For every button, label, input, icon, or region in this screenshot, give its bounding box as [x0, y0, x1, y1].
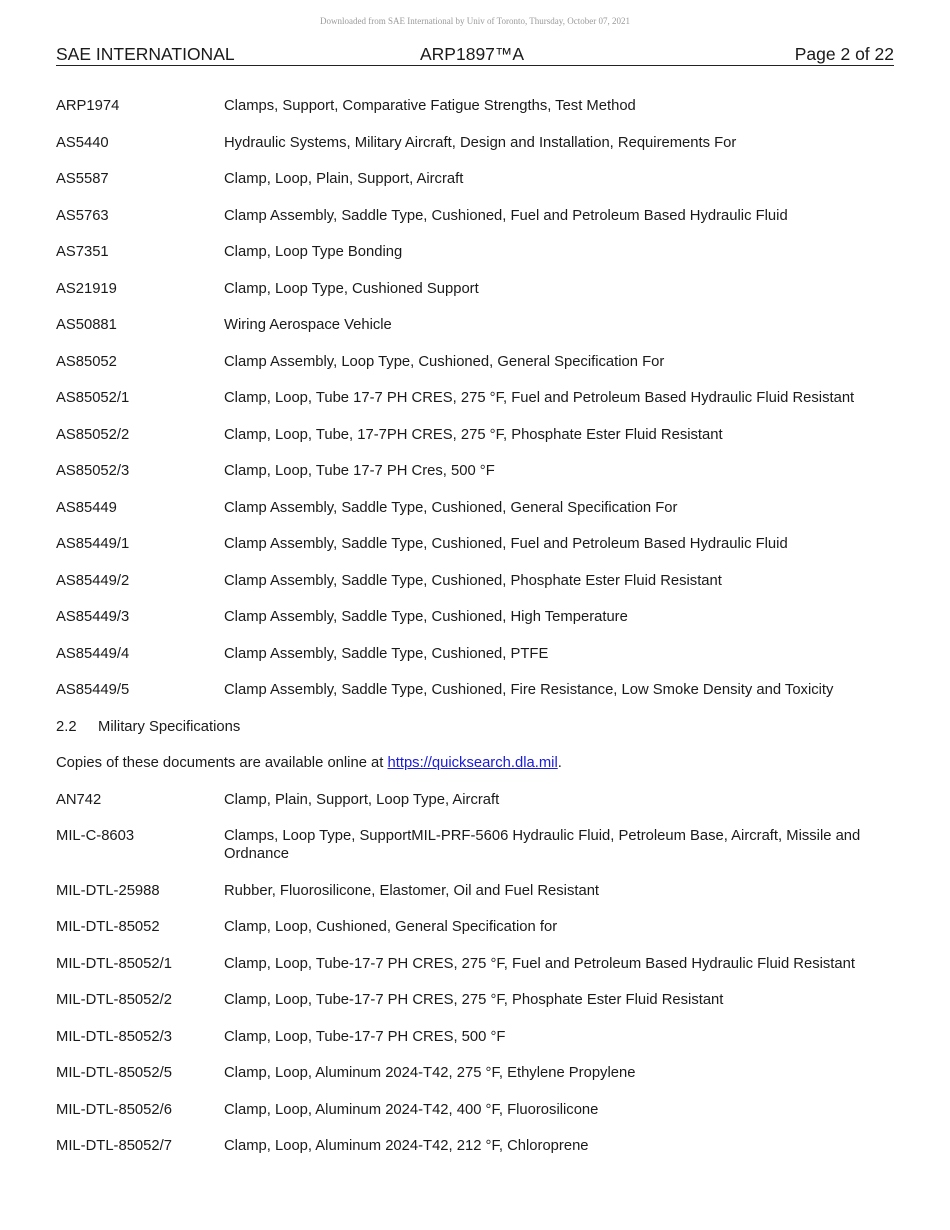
page-header: [56, 44, 894, 66]
reference-title: Clamps, Loop Type, SupportMIL-PRF-5606 Hydraulic Fluid, Petroleum Base, Aircraft, Missile and Ordnance: [224, 828, 861, 862]
reference-code: AS85449/4: [56, 645, 130, 662]
reference-code: AS5440: [56, 134, 109, 151]
reference-code: AS5763: [56, 207, 109, 224]
reference-row: [56, 1064, 896, 1082]
reference-row: [56, 1137, 896, 1155]
reference-row: [56, 955, 896, 973]
reference-row: [56, 207, 896, 225]
intro-end: .: [557, 755, 562, 771]
reference-code: MIL-DTL-85052/2: [56, 992, 172, 1008]
reference-row: [56, 918, 896, 936]
reference-code: MIL-DTL-85052/5: [56, 1065, 172, 1081]
reference-title: Clamp, Loop, Tube-17-7 PH CRES, 275 °F, Phosphate Ester Fluid Resistant: [224, 992, 724, 1008]
reference-title: Clamp Assembly, Saddle Type, Cushioned, High Temperature: [224, 609, 628, 625]
header-org: SAE INTERNATIONAL: [56, 44, 235, 64]
reference-title: Clamp, Loop Type, Cushioned Support: [224, 280, 479, 297]
reference-title: Clamp Assembly, Loop Type, Cushioned, General Specification For: [224, 353, 665, 370]
reference-code: MIL-DTL-85052/7: [56, 1138, 172, 1154]
reference-list-military: [56, 791, 896, 1156]
reference-code: AS5587: [56, 171, 109, 187]
reference-title: Clamp, Loop, Plain, Support, Aircraft: [224, 171, 464, 187]
reference-code: AS85052: [56, 353, 117, 370]
reference-row: [56, 316, 896, 334]
reference-code: ARP1974: [56, 98, 120, 114]
reference-title: Clamps, Support, Comparative Fatigue Strengths, Test Method: [224, 98, 636, 114]
reference-code: MIL-DTL-25988: [56, 882, 160, 899]
reference-code: MIL-DTL-85052/6: [56, 1101, 172, 1118]
reference-row: [56, 645, 896, 663]
reference-row: [56, 882, 896, 900]
reference-row: [56, 1101, 896, 1119]
reference-title: Clamp, Loop, Aluminum 2024-T42, 275 °F, Ethylene Propylene: [224, 1065, 636, 1081]
document-body: [56, 97, 896, 1174]
reference-row: [56, 462, 896, 480]
reference-code: AS85052/2: [56, 426, 130, 443]
reference-code: MIL-DTL-85052: [56, 919, 160, 935]
reference-title: Clamp, Loop, Aluminum 2024-T42, 400 °F, Fluorosilicone: [224, 1101, 599, 1118]
reference-title: Clamp Assembly, Saddle Type, Cushioned, Fuel and Petroleum Based Hydraulic Fluid: [224, 207, 788, 224]
reference-code: MIL-C-8603: [56, 828, 135, 844]
header-page-number: Page 2 of 22: [794, 44, 894, 64]
reference-title: Clamp Assembly, Saddle Type, Cushioned, Phosphate Ester Fluid Resistant: [224, 572, 722, 589]
reference-row: [56, 827, 896, 863]
section-intro: [56, 754, 896, 772]
reference-code: AS85449/1: [56, 536, 130, 552]
reference-code: AS85449/3: [56, 609, 130, 625]
reference-row: [56, 608, 896, 626]
reference-title: Hydraulic Systems, Military Aircraft, Design and Installation, Requirements For: [224, 134, 737, 151]
reference-row: [56, 170, 896, 188]
reference-title: Clamp, Loop, Tube 17-7 PH Cres, 500 °F: [224, 463, 495, 479]
reference-row: [56, 572, 896, 590]
reference-title: Clamp, Loop, Tube-17-7 PH CRES, 500 °F: [224, 1028, 506, 1045]
reference-title: Wiring Aerospace Vehicle: [224, 317, 392, 333]
reference-title: Rubber, Fluorosilicone, Elastomer, Oil and Fuel Resistant: [224, 882, 600, 899]
reference-title: Clamp Assembly, Saddle Type, Cushioned, Fire Resistance, Low Smoke Density and Toxicity: [224, 682, 834, 698]
quicksearch-link[interactable]: https://quicksearch.dla.mil: [387, 755, 558, 771]
reference-row: [56, 499, 896, 517]
reference-row: [56, 791, 896, 809]
section-title: Military Specifications: [98, 718, 241, 735]
reference-row: [56, 353, 896, 371]
reference-row: [56, 426, 896, 444]
reference-row: [56, 389, 896, 407]
reference-code: AS7351: [56, 244, 109, 260]
reference-title: Clamp, Loop, Tube-17-7 PH CRES, 275 °F, Fuel and Petroleum Based Hydraulic Fluid Resistant: [224, 955, 855, 972]
reference-row: [56, 243, 896, 261]
reference-code: AS85449: [56, 499, 117, 516]
intro-text: Copies of these documents are available online at: [56, 755, 388, 771]
section-number: 2.2: [56, 718, 77, 735]
reference-title: Clamp, Loop, Tube 17-7 PH CRES, 275 °F, Fuel and Petroleum Based Hydraulic Fluid Resistant: [224, 390, 855, 406]
reference-row: [56, 134, 896, 152]
reference-title: Clamp, Loop, Aluminum 2024-T42, 212 °F, Chloroprene: [224, 1138, 589, 1154]
reference-row: [56, 97, 896, 115]
header-doc-id: ARP1897™A: [420, 44, 525, 64]
reference-code: AS85449/5: [56, 682, 130, 698]
reference-code: AS85052/1: [56, 390, 130, 406]
section-heading: [56, 718, 896, 736]
reference-code: AN742: [56, 791, 102, 808]
reference-row: [56, 681, 896, 699]
reference-row: [56, 1028, 896, 1046]
reference-title: Clamp, Loop, Tube, 17-7PH CRES, 275 °F, Phosphate Ester Fluid Resistant: [224, 426, 723, 443]
reference-code: MIL-DTL-85052/1: [56, 955, 172, 972]
reference-code: AS85449/2: [56, 572, 130, 589]
reference-title: Clamp Assembly, Saddle Type, Cushioned, Fuel and Petroleum Based Hydraulic Fluid: [224, 536, 788, 552]
reference-title: Clamp, Loop Type Bonding: [224, 244, 403, 260]
reference-title: Clamp Assembly, Saddle Type, Cushioned, General Specification For: [224, 499, 678, 516]
reference-code: MIL-DTL-85052/3: [56, 1028, 172, 1045]
reference-row: [56, 280, 896, 298]
download-watermark: Downloaded from SAE International by Univ of Toronto, Thursday, October 07, 2021: [320, 16, 630, 26]
reference-row: [56, 535, 896, 553]
reference-code: AS21919: [56, 280, 117, 297]
reference-title: Clamp, Plain, Support, Loop Type, Aircraft: [224, 791, 500, 808]
reference-code: AS85052/3: [56, 463, 130, 479]
reference-title: Clamp, Loop, Cushioned, General Specification for: [224, 919, 558, 935]
reference-list-sae: [56, 97, 896, 699]
reference-code: AS50881: [56, 317, 117, 333]
reference-row: [56, 991, 896, 1009]
reference-title: Clamp Assembly, Saddle Type, Cushioned, PTFE: [224, 645, 549, 662]
